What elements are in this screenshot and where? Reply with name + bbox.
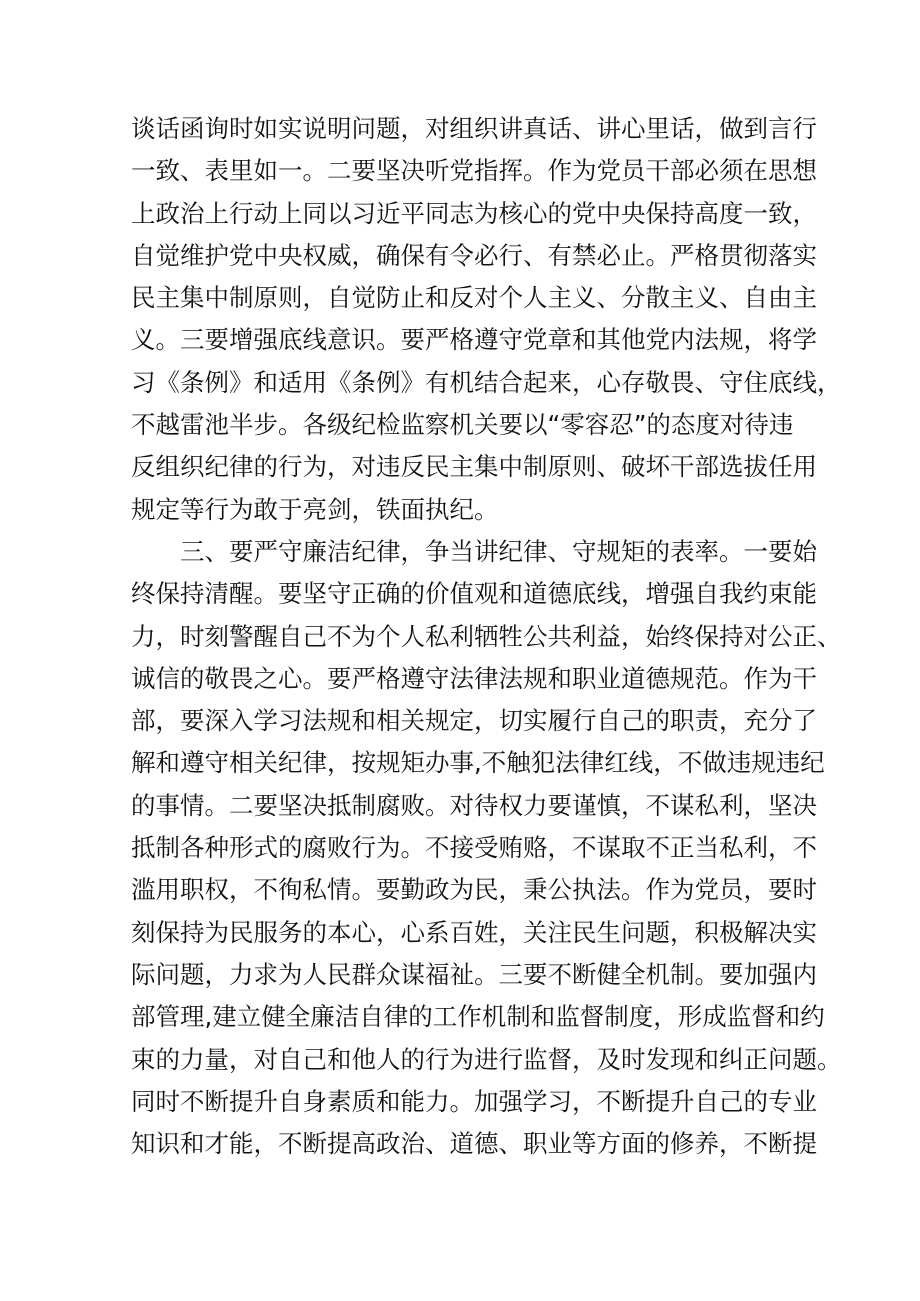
body-text (131, 108, 842, 1165)
text-line: 部管理,建立健全廉洁自律的工作机制和监督制度，形成监督和约 (131, 1002, 825, 1032)
text-line: 刻保持为民服务的本心，心系百姓，关注民生问题，积极解决实 (131, 917, 817, 947)
text-line: 束的力量，对自己和他人的行为进行监督，及时发现和纠正问题。 (131, 1044, 842, 1074)
text-line: 义。三要增强底线意识。要严格遵守党章和其他党内法规，将学 (131, 325, 817, 355)
text-line: 谈话函询时如实说明问题，对组织讲真话、讲心里话，做到言行 (131, 114, 817, 143)
text-line: 同时不断提升自身素质和能力。加强学习，不断提升自己的专业 (131, 1086, 817, 1116)
text-line: 抵制各种形式的腐败行为。不接受贿赂，不谋取不正当私利，不 (131, 833, 817, 863)
text-line: 部，要深入学习法规和相关规定，切实履行自己的职责，充分了 (131, 706, 817, 736)
section-heading-line: 三、要严守廉洁纪律，争当讲纪律、守规矩的表率。一要始 (180, 536, 817, 566)
text-line: 知识和才能，不断提高政治、道德、职业等方面的修养，不断提 (131, 1129, 817, 1159)
text-line: 力，时刻警醒自己不为个人私利牺牲公共利益，始终保持对公正、 (131, 621, 842, 651)
text-line: 际问题，力求为人民群众谋福祉。三要不断健全机制。要加强内 (131, 959, 817, 989)
text-line: 反组织纪律的行为，对违反民主集中制原则、破坏干部选拔任用 (131, 452, 817, 482)
text-line: 上政治上行动上同以习近平同志为核心的党中央保持高度一致， (131, 198, 817, 228)
text-line: 的事情。二要坚决抵制腐败。对待权力要谨慎，不谋私利，坚决 (131, 790, 817, 820)
text-line: 民主集中制原则，自觉防止和反对个人主义、分散主义、自由主 (131, 283, 817, 313)
text-line: 习《条例》和适用《条例》有机结合起来，心存敬畏、守住底线， (131, 367, 842, 397)
text-line: 自觉维护党中央权威，确保有令必行、有禁必止。严格贯彻落实 (131, 240, 817, 270)
text-line: 终保持清醒。要坚守正确的价值观和道德底线，增强自我约束能 (131, 579, 817, 609)
text-line: 规定等行为敢于亮剑，铁面执纪。 (131, 494, 499, 524)
text-line: 不越雷池半步。各级纪检监察机关要以“零容忍”的态度对待违 (131, 410, 794, 440)
text-line: 滥用职权，不徇私情。要勤政为民，秉公执法。作为党员，要时 (131, 875, 817, 905)
text-line: 一致、表里如一。二要坚决听党指挥。作为党员干部必须在思想 (131, 156, 817, 186)
text-line: 解和遵守相关纪律，按规矩办事,不触犯法律红线，不做违规违纪 (131, 748, 825, 778)
text-line: 诚信的敬畏之心。要严格遵守法律法规和职业道德规范。作为干 (131, 663, 817, 693)
